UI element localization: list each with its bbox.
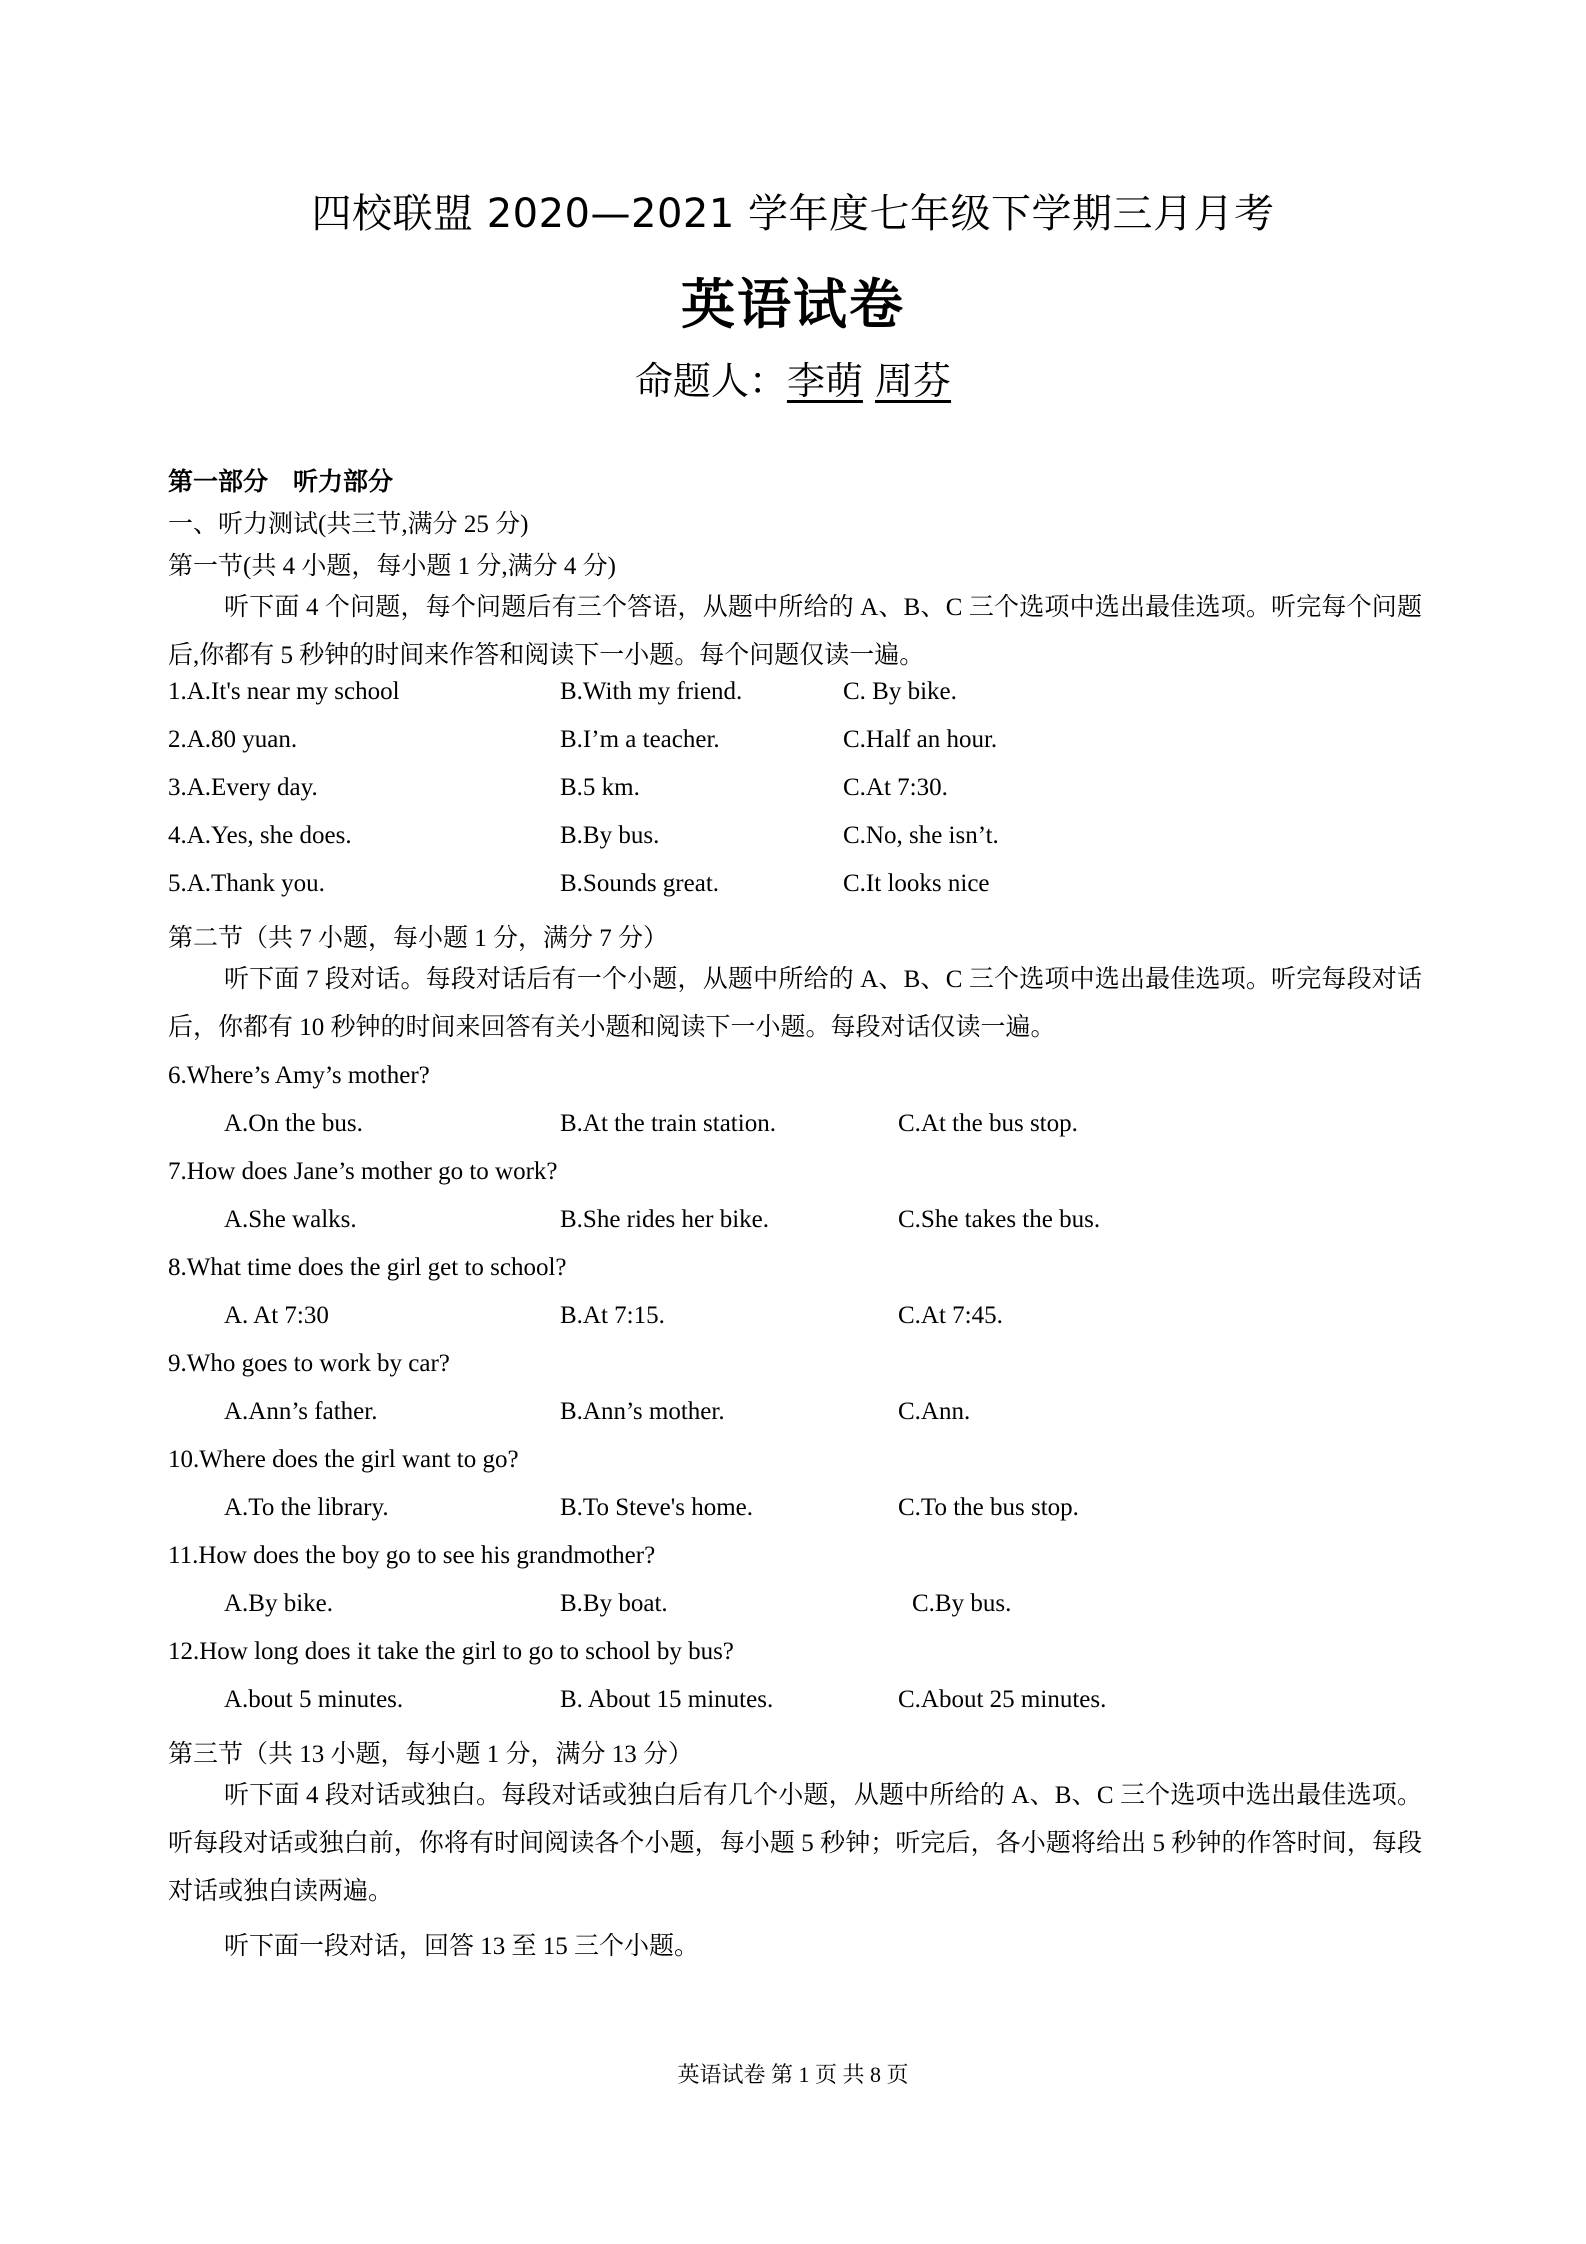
question-text: 11.How does the boy go to see his grandmother? [168,1542,656,1569]
option-c: C.At 7:45. [898,1302,1003,1329]
option-a: A. At 7:30 [224,1302,329,1329]
author-name-2: 周芬 [875,359,952,403]
option-a: A.bout 5 minutes. [224,1686,404,1713]
option-c: C.By bus. [912,1590,1012,1617]
sec3-instructions: 听下面 4 段对话或独白。每段对话或独白后有几个小题，从题中所给的 A、B、C 三个选项中选出最佳选项。听每段对话或独白前，你将有时间阅读各个小题，每小题 5 秒钟；听完后，各小题将给出 5 秒钟的作答时间，每段对话或独白读两遍。 [168,1782,1422,1905]
question-text: 12.How long does it take the girl to go to school by bus? [168,1638,734,1665]
section-title: 一、听力测试(共三节,满分 25 分) [168,511,529,538]
question-text: 10.Where does the girl want to go? [168,1446,519,1473]
sec3-title: 第三节（共 13 小题，每小题 1 分，满分 13 分） [168,1741,694,1768]
sec2-title: 第二节（共 7 小题，每小题 1 分，满分 7 分） [168,925,669,952]
option-c: C. By bike. [843,678,957,705]
part-heading: 第一部分 听力部分 [168,469,394,496]
option-b: B.At the train station. [560,1110,776,1137]
question-text: 7.How does Jane’s mother go to work? [168,1158,558,1185]
option-b: B.By bus. [560,822,660,849]
option-b: B.Sounds great. [560,870,720,897]
option-b: B.I’m a teacher. [560,726,720,753]
option-b: B.Ann’s mother. [560,1398,725,1425]
option-a: A.She walks. [224,1206,357,1233]
option-c: C.At 7:30. [843,774,948,801]
option-b: B.She rides her bike. [560,1206,769,1233]
question-text: 8.What time does the girl get to school? [168,1254,567,1281]
option-a: A.To the library. [224,1494,389,1521]
author-name-1: 李萌 [786,359,863,403]
subject-title: 英语试卷 [681,273,905,336]
option-c: C.It looks nice [843,870,990,897]
option-b: B.To Steve's home. [560,1494,754,1521]
option-c: C.She takes the bus. [898,1206,1101,1233]
option-b: B.At 7:15. [560,1302,665,1329]
option-a: 1.A.It's near my school [168,678,400,705]
sec1-instructions: 听下面 4 个问题，每个问题后有三个答语，从题中所给的 A、B、C 三个选项中选出最佳选项。听完每个问题后,你都有 5 秒钟的时间来作答和阅读下一小题。每个问题仅读一遍。 [168,594,1422,669]
option-a: 5.A.Thank you. [168,870,325,897]
option-a: 3.A.Every day. [168,774,318,801]
author-line [0,350,1586,405]
option-b: B.5 km. [560,774,640,801]
option-a: A.On the bus. [224,1110,363,1137]
option-b: B. About 15 minutes. [560,1686,774,1713]
author-label: 命题人： [634,359,787,403]
option-c: C.Half an hour. [843,726,998,753]
question-text: 9.Who goes to work by car? [168,1350,450,1377]
option-a: 4.A.Yes, she does. [168,822,352,849]
option-a: 2.A.80 yuan. [168,726,298,753]
option-c: C.About 25 minutes. [898,1686,1107,1713]
option-a: A.By bike. [224,1590,334,1617]
option-c: C.At the bus stop. [898,1110,1078,1137]
option-c: C.To the bus stop. [898,1494,1079,1521]
exam-title: 四校联盟 2020—2021 学年度七年级下学期三月月考 [311,191,1275,237]
option-b: B.With my friend. [560,678,743,705]
option-a: A.Ann’s father. [224,1398,378,1425]
sec3-note: 听下面一段对话，回答 13 至 15 三个小题。 [224,1933,700,1960]
option-b: B.By boat. [560,1590,668,1617]
option-c: C.Ann. [898,1398,971,1425]
option-c: C.No, she isn’t. [843,822,999,849]
sec1-title: 第一节(共 4 小题，每小题 1 分,满分 4 分) [168,553,616,580]
sec2-instructions: 听下面 7 段对话。每段对话后有一个小题，从题中所给的 A、B、C 三个选项中选出最佳选项。听完每段对话后，你都有 10 秒钟的时间来回答有关小题和阅读下一小题。每段对话仅读一遍。 [168,966,1422,1041]
page-footer: 英语试卷 第 1 页 共 8 页 [677,2062,909,2087]
question-text: 6.Where’s Amy’s mother? [168,1062,430,1089]
